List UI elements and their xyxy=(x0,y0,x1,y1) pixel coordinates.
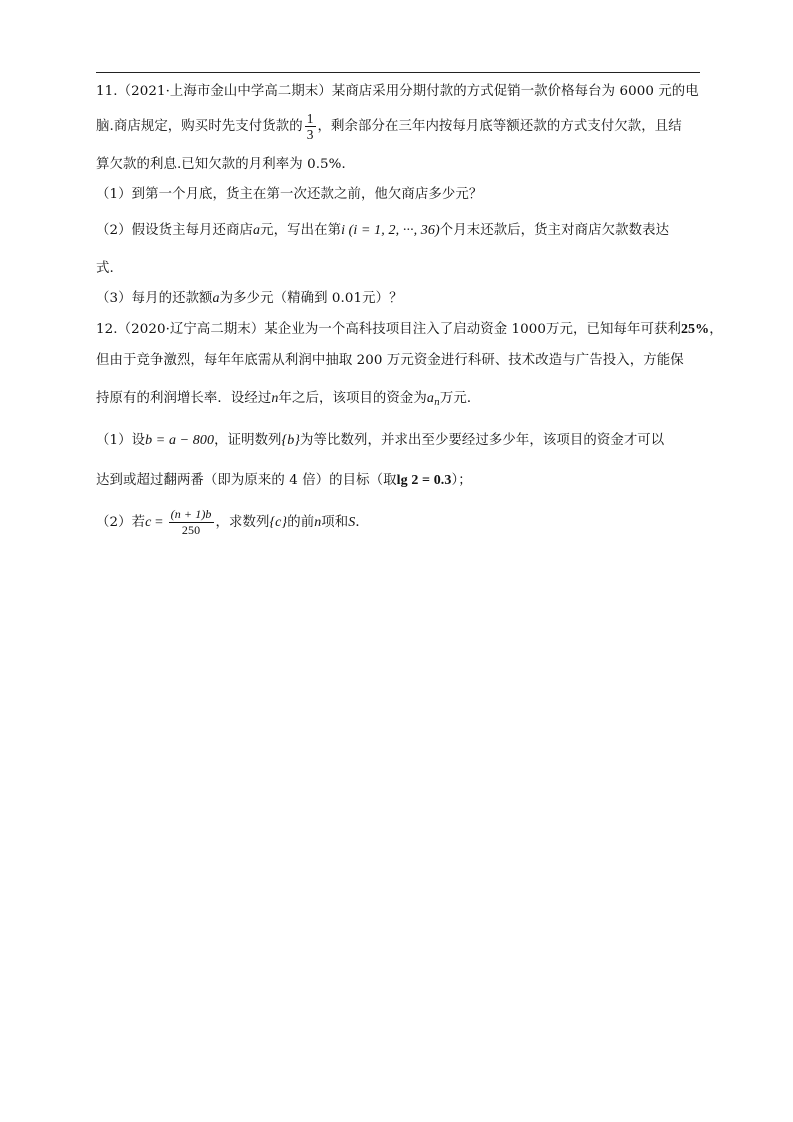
q12-part-2-lhs: c xyxy=(145,515,152,530)
q12-part-1-math: b = a − 800 xyxy=(145,433,215,448)
q11-text-2-post: ，剩余部分在三年内按每月底等额还款的方式支付欠款，且结 xyxy=(317,119,682,134)
q11-text-2-pre: 脑.商店规定，购买时先支付货款的 xyxy=(96,119,303,134)
q12-text-3-math: a xyxy=(426,391,435,406)
q12-part-1-post: 为等比数列，并求出至少要经过多少年，该项目的资金才可以 xyxy=(300,433,665,448)
q12-part-1 xyxy=(96,432,706,450)
q12-part-2-fraction xyxy=(169,507,214,538)
q11-part-3-pre: （3）每月的还款额 xyxy=(96,291,213,306)
q11-part-2 xyxy=(96,222,706,240)
q11-source: （2021·上海市金山中学高二期末） xyxy=(117,84,332,99)
q12-text-3-post: 万元． xyxy=(439,391,481,406)
q11-line-3 xyxy=(96,156,706,174)
q12-number: 12. xyxy=(96,322,118,337)
top-rule xyxy=(96,72,700,73)
q11-line-2 xyxy=(96,111,706,142)
q11-part-3-post: 为多少元（精确到 0.01元）？ xyxy=(219,291,403,306)
q11-part-2-cont-text: 式. xyxy=(96,261,114,276)
q12-part-2-fraction-num: (n + 1)b xyxy=(170,507,212,521)
q12-part-2-end: ． xyxy=(355,515,369,530)
q12-source: （2020·辽宁高二期末） xyxy=(117,322,265,337)
q12-line-1 xyxy=(96,321,723,339)
q12-text-3-math-sub: n xyxy=(434,398,440,408)
q11-text-1: 某商店采用分期付款的方式促销一款价格每台为 6000 元的电 xyxy=(331,84,699,99)
q11-part-2-pre: （2）假设货主每月还商店 xyxy=(96,223,254,238)
q12-part-2-mid3: 项和 xyxy=(321,515,349,530)
q12-line-2 xyxy=(96,352,706,370)
q12-text-3-pre: 持原有的利润增长率．设经过 xyxy=(96,391,272,406)
q11-fraction xyxy=(305,111,316,142)
q12-part-2-pre: （2）若 xyxy=(96,515,146,530)
q11-fraction-den: 3 xyxy=(306,127,314,142)
q11-fraction-num: 1 xyxy=(306,111,314,126)
q12-part-2-mid: ，求数列 xyxy=(215,515,270,530)
q12-part-2-var: n xyxy=(314,515,322,530)
q11-part-1 xyxy=(96,186,706,204)
q12-part-2-sum: S xyxy=(348,515,356,530)
q11-line-1 xyxy=(96,83,706,101)
q11-part-2-var: a xyxy=(253,223,261,238)
q12-text-3-var: n xyxy=(271,391,279,406)
q12-part-2-fraction-den: 250 xyxy=(181,523,201,537)
q11-number: 11. xyxy=(96,84,118,99)
q12-part-1-cont xyxy=(96,472,706,490)
q12-part-1-seq: {b} xyxy=(281,433,301,448)
q11-part-2-math: i (i = 1, 2, ···, 36) xyxy=(341,223,440,238)
q11-part-2-mid: 元，写出在第 xyxy=(260,223,342,238)
q12-text-1-end: ， xyxy=(709,322,723,337)
q12-profit-rate: 25% xyxy=(680,322,710,337)
q11-part-2-post: 个月末还款后，货主对商店欠款数表达 xyxy=(439,223,670,238)
q12-part-1-cont-math: lg 2 = 0.3 xyxy=(396,473,452,488)
q12-part-2-mid2: 的前 xyxy=(287,515,315,530)
q12-text-2: 但由于竞争激烈，每年年底需从利润中抽取 200 万元资金进行科研、技术改造与广告投入，方能保 xyxy=(96,353,684,368)
q11-text-3: 算欠款的利息.已知欠款的月利率为 0.5%． xyxy=(96,157,355,172)
q11-part-3-var: a xyxy=(212,291,220,306)
q12-text-1: 某企业为一个高科技项目注入了启动资金 1000万元，已知每年可获利 xyxy=(264,322,681,337)
q11-part-3 xyxy=(96,290,706,308)
q12-part-1-cont-pre: 达到或超过翻两番（即为原来的 4 倍）的目标（取 xyxy=(96,473,397,488)
q12-part-1-mid: ，证明数列 xyxy=(214,433,282,448)
q11-part-1-text: （1）到第一个月底，货主在第一次还款之前，他欠商店多少元？ xyxy=(96,187,483,202)
q12-part-1-pre: （1）设 xyxy=(96,433,146,448)
q11-part-2-cont xyxy=(96,260,706,278)
q12-part-2-seq: {c} xyxy=(269,515,288,530)
q12-part-1-cont-post: ）； xyxy=(451,473,472,488)
q12-line-3 xyxy=(96,390,706,412)
q12-text-3-mid: 年之后，该项目的资金为 xyxy=(278,391,427,406)
q12-part-2: （2）若c = $\frac{(n + 1)b}{250}$ ，求数列{c}的前n项和S． xyxy=(96,507,369,537)
